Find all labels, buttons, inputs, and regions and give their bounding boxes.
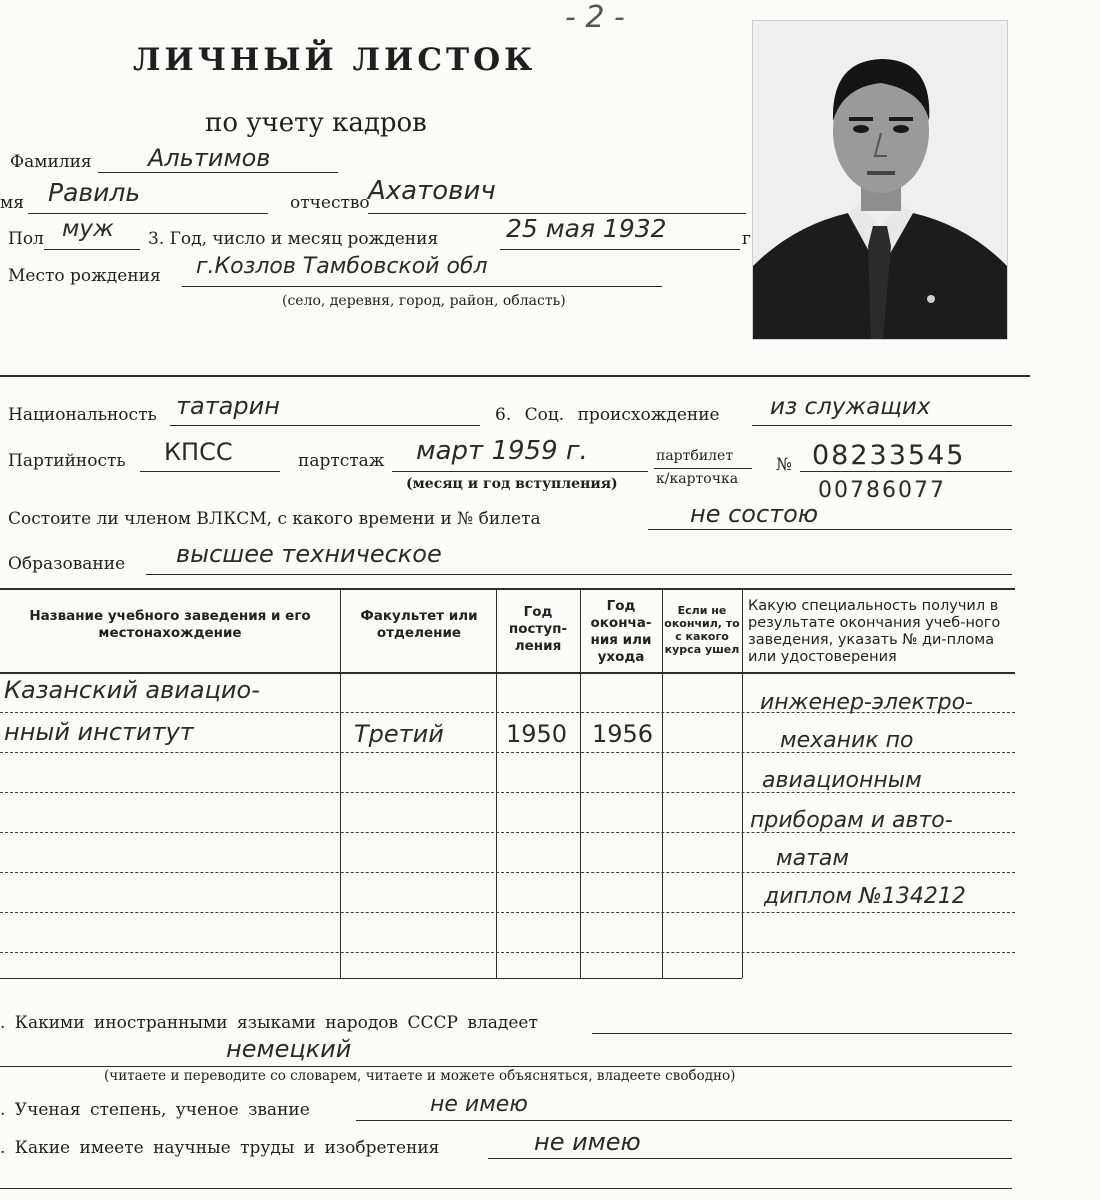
- table-cell-specialty-line: приборам и авто-: [750, 808, 953, 833]
- party-tenure-hint: (месяц и год вступления): [406, 476, 618, 492]
- surname-line: [98, 172, 338, 173]
- birthplace-label: Место рождения: [8, 266, 161, 286]
- table-col-divider: [340, 588, 341, 978]
- page-number: - 2 -: [565, 0, 625, 35]
- works-label: . Какие имеете научные труды и изобретения: [0, 1138, 440, 1158]
- table-cell-faculty: Третий: [354, 720, 444, 748]
- table-row-guide: [0, 872, 1015, 873]
- table-header-left-course: Если не окончил, то с какого курса ушел: [664, 604, 740, 656]
- table-col-divider: [742, 588, 743, 978]
- nationality-line: [170, 425, 480, 426]
- surname-value: Альтимов: [148, 144, 271, 172]
- table-header-year-end: Год оконча-ния или ухода: [590, 598, 652, 665]
- party-value: КПСС: [164, 438, 233, 466]
- birthplace-line: [182, 286, 662, 287]
- education-line: [146, 574, 1012, 575]
- table-cell-year-start: 1950: [506, 720, 568, 748]
- party-line: [140, 471, 280, 472]
- sex-label: Пол: [8, 229, 44, 249]
- languages-hint: (читаете и переводите со словарем, читаете и можете объясняться, владеете свободно): [104, 1068, 736, 1084]
- origin-value: из служащих: [770, 394, 931, 420]
- table-cell-specialty-line: механик по: [780, 728, 914, 753]
- party-card-divider: [654, 468, 752, 469]
- table-cell-specialty-line: авиационным: [762, 768, 922, 793]
- table-col-divider: [496, 588, 497, 978]
- name-line: [28, 213, 268, 214]
- birthdate-suffix: г: [742, 229, 751, 249]
- origin-line: [752, 425, 1012, 426]
- form-title: ЛИЧНЫЙ ЛИСТОК: [133, 42, 537, 78]
- party-tenure-line: [392, 471, 648, 472]
- table-cell-specialty-line: матам: [776, 846, 849, 871]
- party-tenure-label: партстаж: [298, 451, 385, 471]
- table-header-year-start: Год поступ-ления: [508, 604, 568, 654]
- birthdate-label: 3. Год, число и месяц рождения: [148, 229, 439, 249]
- portrait-photo-icon: [753, 21, 1007, 339]
- table-header-border: [0, 672, 1015, 674]
- nationality-label: Национальность: [8, 405, 157, 425]
- party-card-value: 08233545: [812, 440, 966, 471]
- table-cell-specialty-line: диплом №134212: [764, 884, 966, 909]
- table-row-guide: [0, 952, 1015, 953]
- birthplace-hint: (село, деревня, город, район, область): [282, 293, 566, 309]
- section-separator-top: [0, 375, 1030, 377]
- degree-value: не имею: [430, 1092, 528, 1117]
- sex-value: муж: [62, 216, 114, 242]
- party-card-label-1: партбилет: [656, 448, 734, 464]
- languages-value: немецкий: [226, 1035, 352, 1063]
- party-card-value-2: 00786077: [818, 478, 946, 503]
- table-header-faculty: Факультет или отделение: [360, 608, 478, 641]
- party-label: Партийность: [8, 451, 126, 471]
- education-label: Образование: [8, 554, 126, 574]
- languages-line: [592, 1033, 1012, 1034]
- birthplace-value: г.Козлов Тамбовской обл: [196, 254, 488, 279]
- form-subtitle: по учету кадров: [205, 108, 427, 138]
- party-card-label-2: к/карточка: [656, 471, 739, 487]
- patronymic-value: Ахатович: [368, 176, 496, 206]
- portrait-photo: [752, 20, 1008, 340]
- vlksm-label: Состоите ли членом ВЛКСМ, с какого времени и № билета: [8, 509, 541, 529]
- degree-label: . Ученая степень, ученое звание: [0, 1100, 310, 1120]
- table-cell-institution-line1: Казанский авиацио-: [4, 676, 260, 704]
- nationality-value: татарин: [176, 392, 280, 420]
- page-bottom-line: [0, 1188, 1012, 1189]
- table-cell-institution-line2: нный институт: [4, 718, 194, 746]
- languages-line-2: [0, 1066, 1012, 1067]
- table-header-specialty: Какую специальность получил в результате окончания учеб-ного заведения, указать № ди-плома или удостоверения: [748, 598, 1001, 665]
- works-line: [488, 1158, 1012, 1159]
- patronymic-label: отчество: [290, 193, 370, 213]
- birthdate-value: 25 мая 1932: [506, 214, 667, 243]
- name-label: мя: [0, 193, 24, 213]
- table-cell-specialty-line: инженер-электро-: [760, 690, 973, 715]
- table-col-divider: [662, 588, 663, 978]
- vlksm-line: [648, 529, 1012, 530]
- party-tenure-value: март 1959 г.: [416, 436, 588, 466]
- table-bottom-border: [0, 978, 742, 979]
- education-value: высшее техническое: [176, 540, 442, 568]
- name-value: Равиль: [48, 178, 141, 207]
- vlksm-value: не состою: [690, 500, 819, 528]
- works-value: не имею: [534, 1128, 641, 1156]
- table-col-divider: [580, 588, 581, 978]
- party-card-line: [800, 471, 1012, 472]
- table-header-institution: Название учебного заведения и его местонахождение: [29, 608, 311, 641]
- party-card-no-label: №: [776, 455, 793, 475]
- degree-line: [356, 1120, 1012, 1121]
- birthdate-line: [500, 249, 740, 250]
- table-cell-year-end: 1956: [592, 720, 654, 748]
- surname-label: Фамилия: [10, 152, 92, 172]
- origin-label: 6. Соц. происхождение: [495, 405, 720, 425]
- sex-line: [44, 249, 140, 250]
- table-row-guide: [0, 912, 1015, 913]
- languages-label: . Какими иностранными языками народов СССР владеет: [0, 1013, 538, 1033]
- table-top-border: [0, 588, 1015, 590]
